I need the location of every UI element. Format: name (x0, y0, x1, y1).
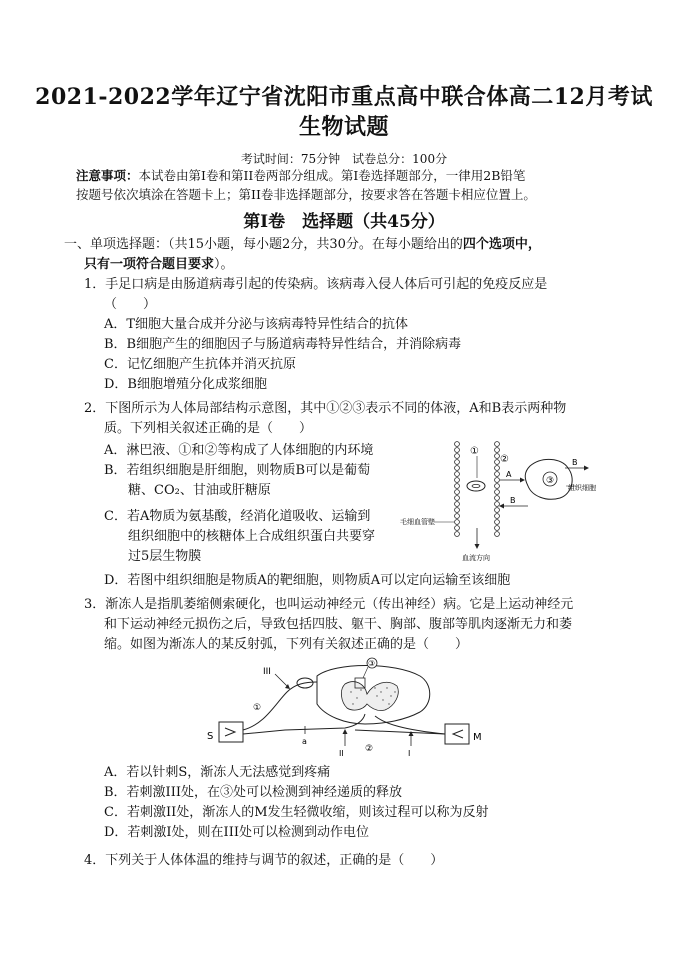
q3-stem-line-1: 3．渐冻人是指肌萎缩侧索硬化，也叫运动神经元（传出神经）病。它是上运动神经元 (84, 597, 574, 612)
arrow-a-head (520, 478, 525, 483)
stimulus-ii-arrow-head (343, 729, 348, 734)
fig3-label-iii: III (263, 667, 271, 677)
red-blood-cell-center (472, 484, 480, 487)
fig3-label-ii: II (339, 749, 344, 758)
fig2-label-2: ② (500, 454, 509, 465)
q1-option-b: B．B细胞产生的细胞因子与肠道病毒特异性结合，并消除病毒 (104, 337, 462, 352)
part1-instruction-a: 一、单项选择题：（共15小题，每小题2分，共30分。在每小题给出的 (64, 237, 463, 252)
q3-option-d: D．若刺激I处，则在III处可以检测到动作电位 (104, 825, 369, 840)
q2-option-c-line-3: 过5层生物膜 (128, 549, 202, 564)
fig3-label-m: M (473, 732, 482, 743)
q3-stem-line-3: 缩。如图为渐冻人的某反射弧，下列有关叙述正确的是（ ） (104, 637, 469, 652)
q3-option-c: C．若刺激II处，渐冻人的M发生轻微收缩，则该过程可以称为反射 (104, 805, 489, 820)
receptor-box (219, 722, 243, 742)
section-title: 第Ⅰ卷 选择题（共45分） (243, 212, 445, 232)
fig2-label-3: ③ (546, 476, 555, 486)
fig3-label-a: a (302, 737, 307, 746)
stimulus-iii-arrow (275, 674, 287, 686)
fig2-label-a: A (506, 470, 512, 479)
capillary-wall-right (495, 442, 500, 537)
q2-option-d: D．若图中组织细胞是物质A的靶细胞，则物质A可以定向运输至该细胞 (104, 573, 511, 588)
q2-stem-line-1: 2．下图所示为人体局部结构示意图，其中①②③表示不同的体液，A和B表示两种物 (84, 401, 567, 416)
blood-flow-arrow-head (475, 544, 480, 549)
fig2-label-b-lower: B (510, 496, 516, 505)
fig2-label-tissue-cell: 组织细胞 (568, 484, 596, 492)
notice-label: 注意事项： (76, 168, 139, 183)
part1-instruction-bold: 四个选项中， (462, 237, 541, 252)
q1-option-c: C．记忆细胞产生抗体并消灭抗原 (104, 357, 296, 372)
fig3-label-s: S (207, 731, 214, 742)
notice-block (76, 166, 620, 204)
red-blood-cell (467, 481, 485, 491)
q2-stem-line-2: 质。下列相关叙述正确的是（ ） (104, 421, 313, 436)
notice-line-2: 按题号依次填涂在答题卡上；第II卷非选择题部分，按要求答在答题卡相应位置上。 (76, 187, 536, 202)
q2-option-a: A．淋巴液、①和②等构成了人体细胞的内环境 (104, 443, 374, 458)
stimulus-i-arrow-head (409, 731, 414, 736)
capillary-wall-left (455, 442, 460, 537)
part1-instruction-bold-2: 只有一项符合题目要求 (84, 257, 215, 272)
q3-reflex-arc-diagram (205, 654, 495, 759)
part1-instruction-rest: ）。 (214, 257, 234, 272)
fig3-label-i: I (408, 749, 411, 758)
q3-option-a: A．若以针刺S，渐冻人无法感觉到疼痛 (104, 765, 331, 780)
arrow-b-upper-head (584, 466, 589, 471)
fig2-label-blood-flow: 血流方向 (462, 554, 490, 562)
q2-option-c-line-1: C．若A物质为氨基酸，经消化道吸收、运输到 (104, 509, 371, 524)
fig2-label-b-upper: B (572, 458, 578, 467)
q4-stem: 4．下列关于人体体温的维持与调节的叙述，正确的是（ ） (84, 853, 444, 868)
fig3-label-1: ① (253, 703, 262, 713)
notice-line-1-text: 本试卷由第I卷和第II卷两部分组成。第I卷选择题部分，一律用2B铅笔 (138, 168, 526, 183)
exam-info: 考试时间：75分钟 试卷总分：100分 (240, 152, 448, 166)
q1-option-d: D．B细胞增殖分化成浆细胞 (104, 377, 267, 392)
fig3-label-2: ② (365, 744, 374, 754)
exam-subtitle: 生物试题 (298, 114, 389, 140)
notice-line-1 (76, 166, 620, 185)
part1-instruction-line-1 (64, 236, 541, 253)
fig2-label-1: ① (470, 446, 479, 457)
q1-stem-line-1: 1．手足口病是由肠道病毒引起的传染病。该病毒入侵人体后可引起的免疫反应是 (84, 277, 548, 292)
fig2-label-capillary: 毛细血管壁 (400, 518, 435, 526)
effector-box (445, 724, 469, 744)
exam-title: 2021-2022学年辽宁省沈阳市重点高中联合体高二12月考试 (35, 84, 653, 110)
fig3-label-3: ③ (368, 659, 376, 668)
q2-option-c-line-2: 组织细胞中的核糖体上合成组织蛋白共要穿 (128, 529, 376, 544)
part1-instruction-line-2 (84, 256, 234, 273)
q2-option-b-line-2: 糖、CO₂、甘油或肝糖原 (128, 483, 271, 498)
q3-option-b: B．若刺激III处，在③处可以检测到神经递质的释放 (104, 785, 402, 800)
q2-tissue-diagram (400, 436, 605, 566)
q3-stem-line-2: 和下运动神经元损伤之后，导致包括四肢、躯干、胸部、腹部等肌肉逐渐无力和萎 (104, 617, 573, 632)
q2-option-b-line-1: B．若组织细胞是肝细胞，则物质B可以是葡萄 (104, 463, 371, 478)
q1-stem-line-2: （ ） (104, 297, 157, 312)
q1-option-a: A．T细胞大量合成并分泌与该病毒特异性结合的抗体 (104, 317, 409, 332)
